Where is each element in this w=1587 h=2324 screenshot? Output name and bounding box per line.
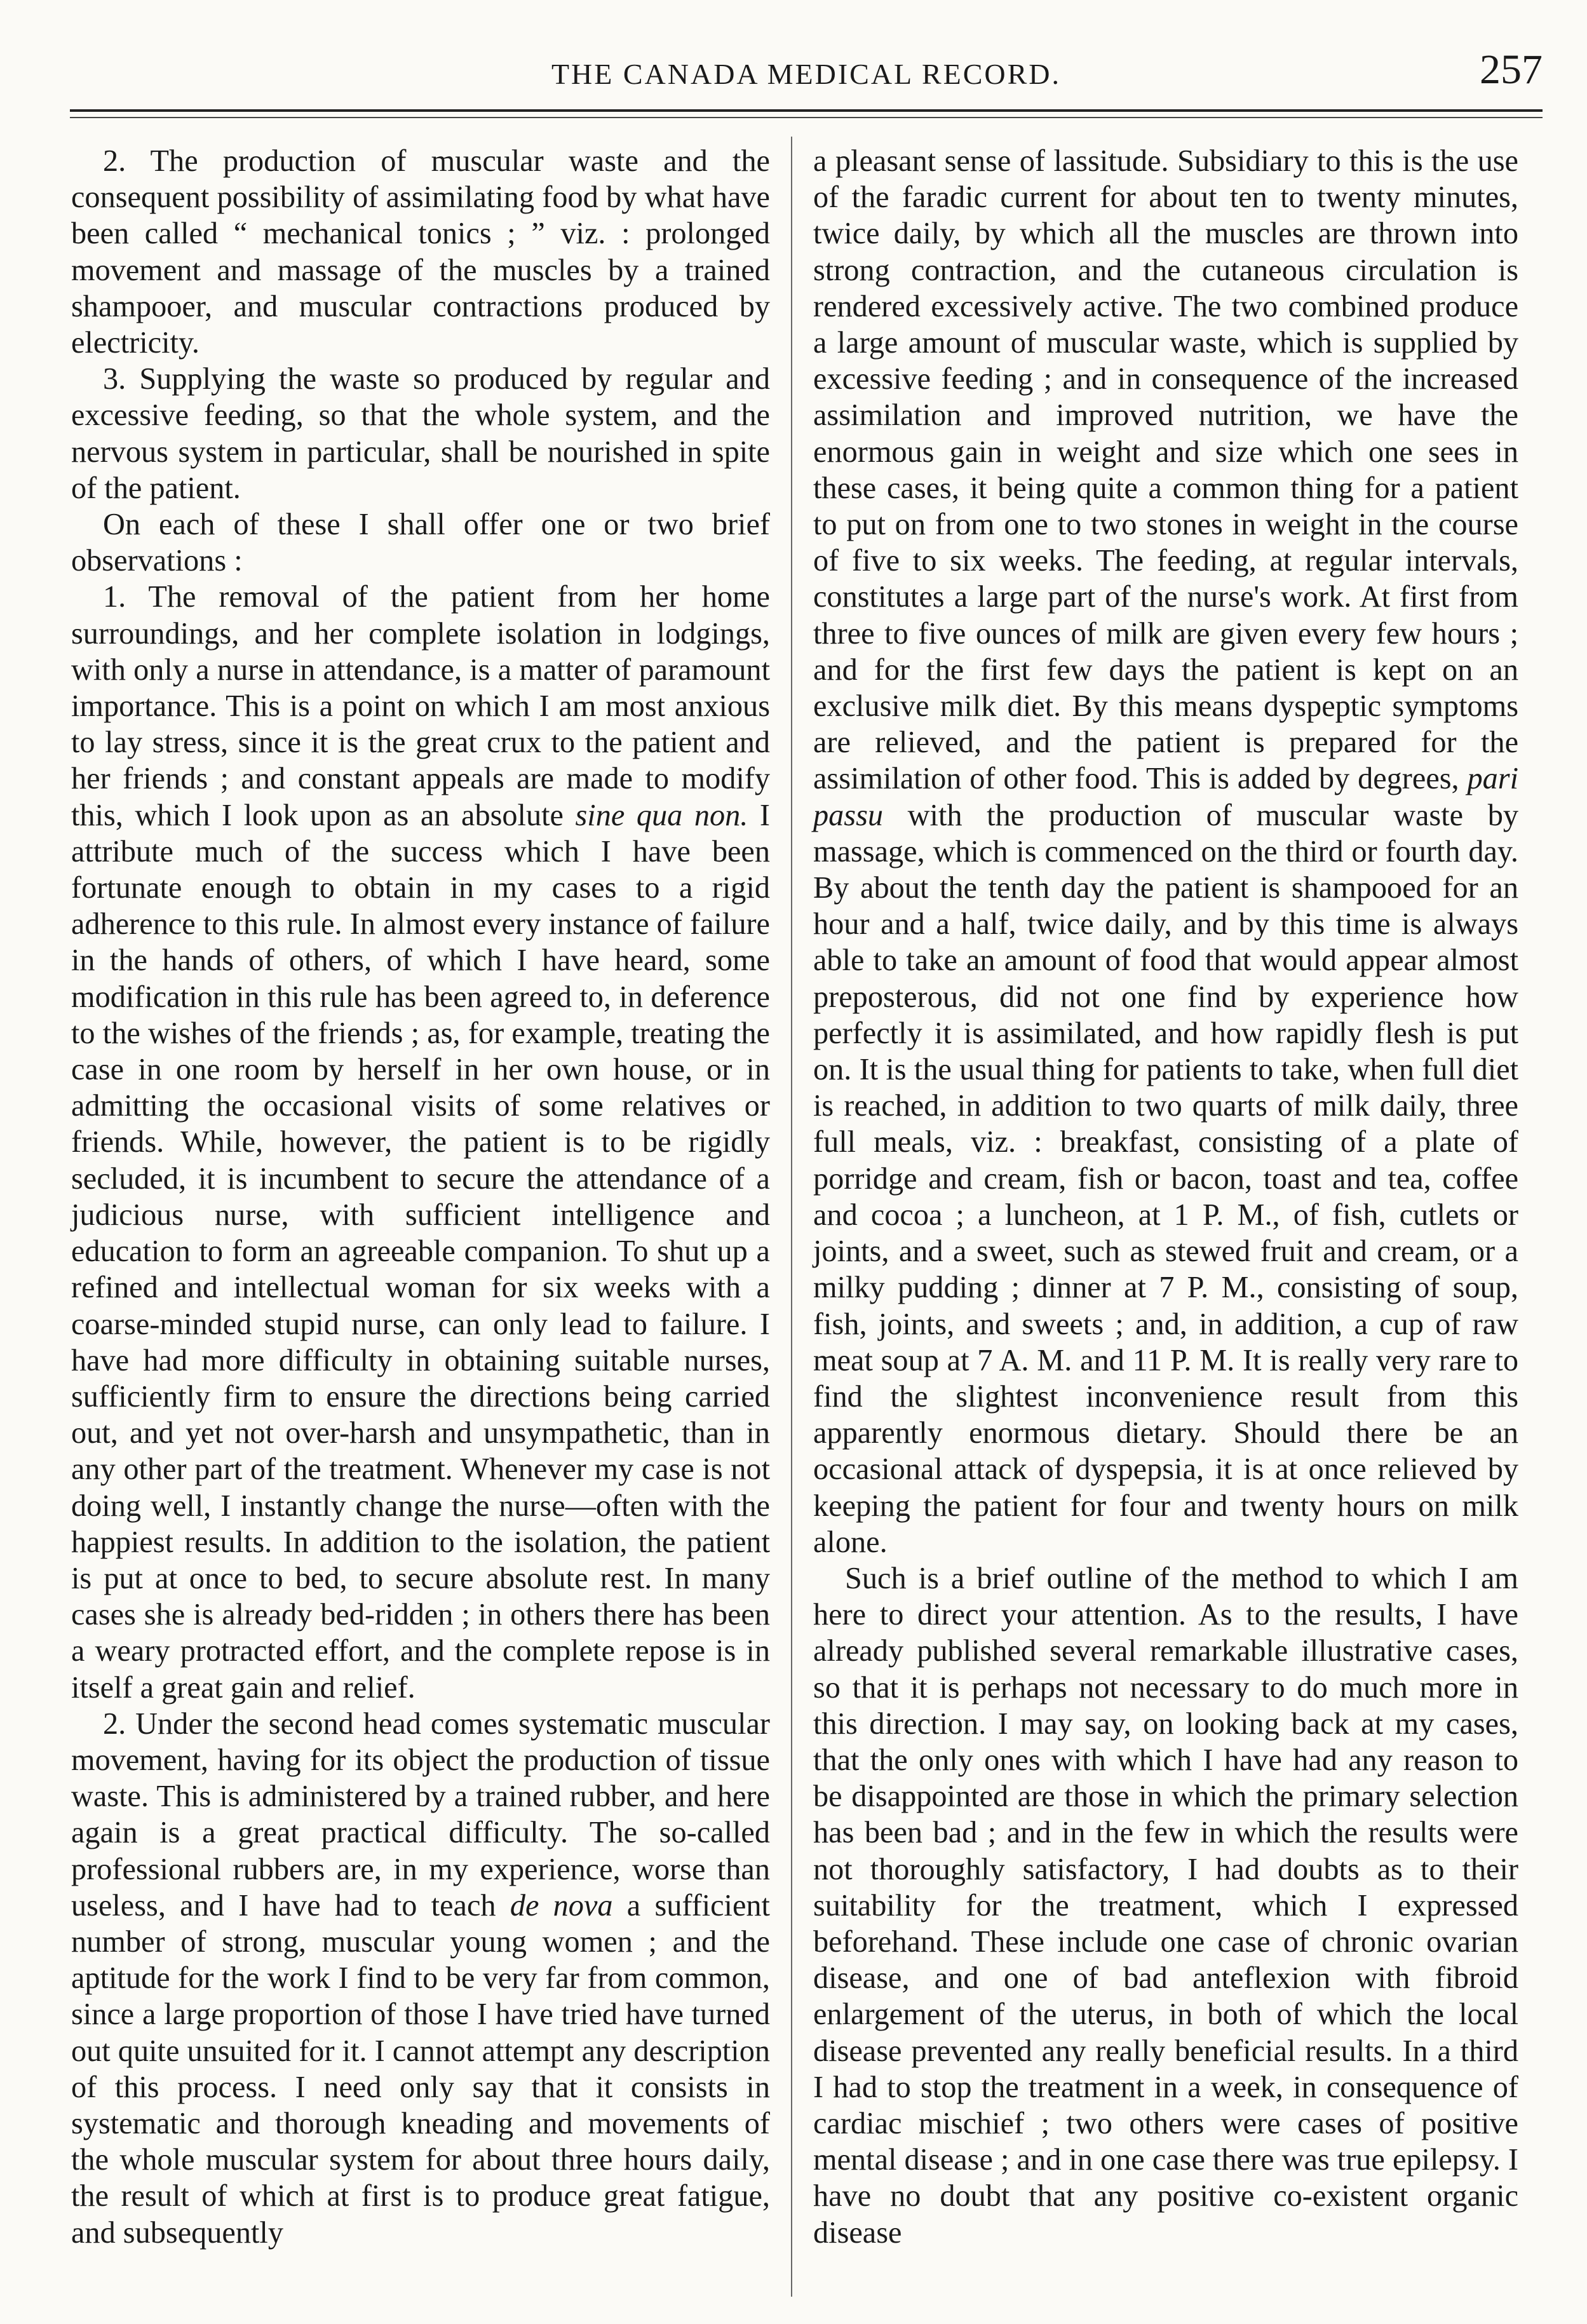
running-head xyxy=(70,46,1543,102)
paragraph-continuation-lassitude xyxy=(813,143,1518,1560)
paragraph-muscular-movement xyxy=(71,1706,770,2251)
text-run: 1. The removal of the patient from her home surroundings, and her complete isolation in lodgings, with only a nurse in attendance, is a matter of paramount importance. This is a point on which I am most anxious to lay stress, since it is the great crux to the patient and her friends ; and constant appeals are made to modify this, which I look upon as an absolute xyxy=(71,580,770,832)
italic-phrase: de nova xyxy=(510,1888,613,1922)
text-run: I attribute much of the success which I have been fortunate enough to obtain in my cases to a rigid adherence to this rule. In almost every instance of failure in the hands of others, of which I have heard, some modification in this rule has been agreed to, in deference to the wishes of the friends ; as, for example, treating the case in one room by herself in her own house, or in admitting the occasional visits of some relatives or friends. While, however, the patient is to be rigidly secluded, it is incumbent to secure the attendance of a judicious nurse, with sufficient intelligence and education to form an agreeable companion. To shut up a refined and intellectual woman for six weeks with a coarse-minded stupid nurse, can only lead to failure. I have had more difficulty in obtaining suitable nurses, sufficiently firm to ensure the directions being carried out, and yet not over-harsh and unsympathetic, than in any other part of the treatment. Whenever my case is not doing well, I instantly change the nurse—often with the happiest results. In addition to the isolation, the patient is put at once to bed, to secure absolute rest. In many cases she is already bed-ridden ; in others there has been a weary protracted effort, and the complete repose is in itself a great gain and relief. xyxy=(71,798,770,1705)
left-column xyxy=(71,143,770,2251)
header-rule-thin xyxy=(70,117,1543,118)
paragraph-observations-intro: On each of these I shall offer one or two brief observations : xyxy=(71,508,770,578)
column-divider xyxy=(791,137,792,2297)
text-run: a pleasant sense of lassitude. Subsidiary to this is the use of the faradic current for about ten to twenty minutes, twice daily, by which all the muscles are thrown into strong contraction, and the cutaneous circulation is rendered excessively active. The two combined produce a large amount of muscular waste, which is supplied by excessive feeding ; and in consequence of the increased assimilation and improved nutrition, we have the enormous gain in weight and size which one sees in these cases, it being quite a common thing for a patient to put on from one to two stones in weight in the course of five to six weeks. The feeding, at regular intervals, constitutes a large part of the nurse's work. At first from three to five ounces of milk are given every few hours ; and for the first few days the patient is kept on an exclusive milk diet. By this means dyspeptic symptoms are relieved, and the patient is prepared for the assimilation of other food. This is added by degrees, xyxy=(813,144,1518,796)
paragraph-isolation xyxy=(71,579,770,1705)
text-run: with the production of muscular waste by massage, which is commenced on the third or fourth day. By about the tenth day the patient is shampooed for an hour and a half, twice daily, and by this time is always able to take an amount of food that would appear almost preposterous, did not one find by experience how perfectly it is assimilated, and how rapidly flesh is put on. It is the usual thing for patients to take, when full diet is reached, in addition to two quarts of milk daily, three full meals, viz. : breakfast, consisting of a plate of porridge and cream, fish or bacon, toast and tea, coffee and cocoa ; a luncheon, at 1 P. M., of fish, cutlets or joints, and a sweet, such as stewed fruit and cream, or a milky pudding ; dinner at 7 P. M., consisting of soup, fish, joints, and sweets ; and, in addition, a cup of raw meat soup at 7 A. M. and 11 P. M. It is really very rare to find the slightest inconvenience result from this apparently enormous dietary. Should there be an occasional attack of dyspepsia, it is at once relieved by keeping the patient for four and twenty hours on milk alone. xyxy=(813,798,1518,1559)
italic-phrase: pari passu xyxy=(813,762,1518,832)
header-rule-thick xyxy=(70,109,1543,112)
paragraph-feeding: 3. Supplying the waste so produced by regular and excessive feeding, so that the whole system, and the nervous system in particular, shall be nourished in spite of the patient. xyxy=(71,362,770,505)
text-run: a sufficient number of strong, muscular young women ; and the aptitude for the work I find to be very far from common, since a large proportion of those I have tried have turned out quite unsuited for it. I cannot attempt any description of this process. I need only say that it consists in systematic and thorough kneading and movements of the whole muscular system for about three hours daily, the result of which at first is to produce great fatigue, and subsequently xyxy=(71,1888,770,2250)
page-number: 257 xyxy=(1480,46,1543,93)
paragraph-muscular-waste: 2. The production of muscular waste and the consequent possibility of assimilating food by what have been called “ mechanical tonics ; ” viz. : prolonged movement and massage of the muscles by a trained shampooer, and muscular contractions produced by electricity. xyxy=(71,144,770,360)
journal-title: THE CANADA MEDICAL RECORD. xyxy=(551,58,1062,90)
paragraph-results-outline: Such is a brief outline of the method to which I am here to direct your attention. As to the results, I have already published several remarkable illustrative cases, so that it is perhaps not necessary to do much more in this direction. I may say, on looking back at my cases, that the only ones with which I have had any reason to be disappointed are those in which the primary selection has been bad ; and in the few in which the results were not thoroughly satisfactory, I had doubts as to their suitability for the treatment, which I expressed beforehand. These include one case of chronic ovarian disease, and one of bad anteflexion with fibroid enlargement of the uterus, in both of which the local disease prevented any really beneficial results. In a third I had to stop the treatment in a week, in consequence of cardiac mischief ; two others were cases of positive mental disease ; and in one case there was true epilepsy. I have no doubt that any positive co-existent organic disease xyxy=(813,1561,1518,2250)
text-run: 2. Under the second head comes systematic muscular movement, having for its object the production of tissue waste. This is administered by a trained rubber, and here again is a great practical difficulty. The so-called professional rubbers are, in my experience, worse than useless, and I have had to teach xyxy=(71,1706,770,1922)
right-column xyxy=(813,143,1518,2251)
italic-phrase: sine qua non. xyxy=(575,798,748,832)
